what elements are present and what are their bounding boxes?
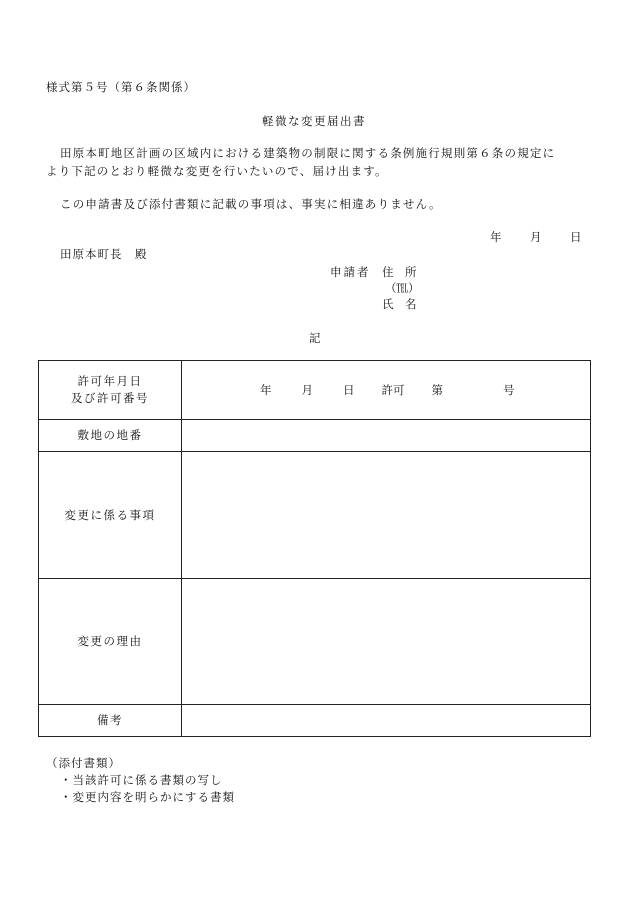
table-row-reason xyxy=(39,579,591,705)
change-label-cell: 変更に係る事項 xyxy=(39,452,182,579)
table-row-change xyxy=(39,452,591,579)
change-value-cell[interactable] xyxy=(182,452,591,579)
applicant-label: 申請者 xyxy=(330,265,371,279)
permit-fields xyxy=(182,382,590,398)
applicant-address-label: 住 所 xyxy=(382,265,417,279)
intro-line-2: より下記のとおり軽微な変更を行いたいので、届け出ます。 xyxy=(46,164,388,178)
intro-line-1: 田原本町地区計画の区域内における建築物の制限に関する条例施行規則第６条の規定に xyxy=(60,146,556,160)
attachment-item-2: ・変更内容を明らかにする書類 xyxy=(60,790,235,804)
permit-day: 日 xyxy=(343,383,355,397)
attachments-heading: （添付書類） xyxy=(46,756,121,770)
addressee: 田原本町長 殿 xyxy=(60,247,148,261)
permit-value-cell[interactable] xyxy=(182,361,591,420)
date-month: 月 xyxy=(530,230,542,244)
permit-dai: 第 xyxy=(431,383,443,397)
remarks-label-cell: 備考 xyxy=(39,705,182,737)
table-row-permit xyxy=(39,361,591,420)
applicant-name-label: 氏 名 xyxy=(382,297,417,311)
lot-value-cell[interactable] xyxy=(182,420,591,452)
permit-word: 許可 xyxy=(381,383,405,397)
table-row-lot xyxy=(39,420,591,452)
table-row-remarks xyxy=(39,705,591,737)
notification-table xyxy=(38,360,591,737)
reason-value-cell[interactable] xyxy=(182,579,591,705)
permit-month: 月 xyxy=(301,383,313,397)
permit-year: 年 xyxy=(260,383,272,397)
attachment-item-1: ・当該許可に係る書類の写し xyxy=(60,773,223,787)
ki-label: 記 xyxy=(309,331,321,345)
remarks-value-cell[interactable] xyxy=(182,705,591,737)
date-day: 日 xyxy=(570,230,582,244)
permit-label-cell xyxy=(39,361,182,420)
permit-go: 号 xyxy=(503,383,515,397)
declaration-text: この申請書及び添付書類に記載の事項は、事実に相違ありません。 xyxy=(60,197,442,211)
permit-label-line-1: 許可年月日 xyxy=(77,374,143,388)
form-number: 様式第５号（第６条関係） xyxy=(46,80,196,94)
lot-label-cell: 敷地の地番 xyxy=(39,420,182,452)
reason-label-cell: 変更の理由 xyxy=(39,579,182,705)
applicant-tel-label: （℡） xyxy=(385,281,420,295)
date-year: 年 xyxy=(490,230,502,244)
permit-label-line-2: 及び許可番号 xyxy=(71,391,149,405)
page-title: 軽微な変更届出書 xyxy=(262,114,366,128)
